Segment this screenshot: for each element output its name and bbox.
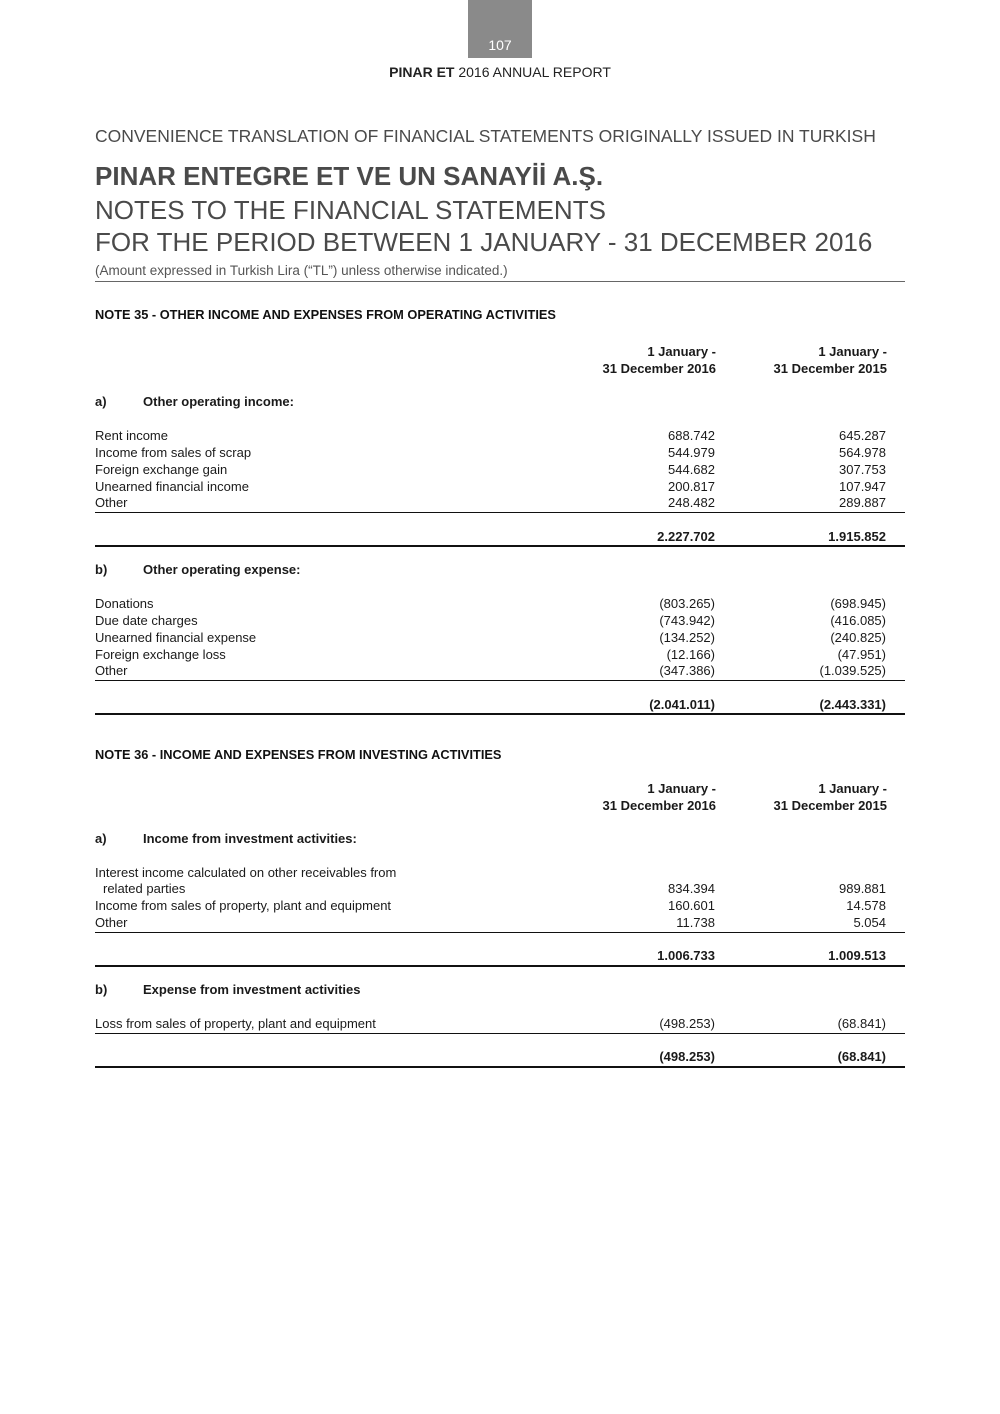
column-heading-line: 31 December 2015: [773, 361, 887, 376]
total-rule: [95, 545, 905, 547]
total-row: [95, 1048, 905, 1065]
value-2015: (47.951): [837, 647, 886, 662]
company-name: PINAR ENTEGRE ET VE UN SANAYİİ A.Ş.: [95, 161, 604, 191]
row-label: Foreign exchange gain: [95, 462, 228, 477]
value-2015: 289.887: [839, 495, 886, 510]
value-2016: (743.942): [659, 613, 715, 628]
column-heading-line: 1 January -: [647, 344, 716, 359]
section-heading: [95, 831, 357, 846]
value-2015: (416.085): [830, 613, 886, 628]
value-2016: 544.979: [668, 445, 715, 460]
value-2016: 834.394: [668, 881, 715, 896]
value-2015: (698.945): [830, 596, 886, 611]
subtotal-rule: [95, 1033, 905, 1034]
total-2015: 1.009.513: [828, 948, 886, 963]
subtotal-rule: [95, 932, 905, 933]
amount-note: (Amount expressed in Turkish Lira (“TL”) unless otherwise indicated.): [95, 263, 508, 278]
section-label: Other operating income:: [143, 394, 294, 409]
row-label-continuation: related parties: [103, 881, 186, 896]
value-2016: 160.601: [668, 898, 715, 913]
table-row: [95, 444, 905, 461]
column-heading-line: 1 January -: [818, 781, 887, 796]
page-number: 107: [488, 37, 512, 53]
total-2016: (2.041.011): [649, 697, 715, 712]
section-heading: [95, 982, 360, 997]
row-label: Other: [95, 663, 128, 678]
section-label: Other operating expense:: [143, 562, 301, 577]
section-heading: [95, 394, 294, 409]
table-row: [95, 494, 905, 511]
table-row: [95, 897, 905, 914]
note-36-title: NOTE 36 - INCOME AND EXPENSES FROM INVESTING ACTIVITIES: [95, 747, 502, 762]
value-2016: (803.265): [659, 596, 715, 611]
document-subtitle: NOTES TO THE FINANCIAL STATEMENTS: [95, 195, 606, 225]
note-35-title: NOTE 35 - OTHER INCOME AND EXPENSES FROM OPERATING ACTIVITIES: [95, 307, 556, 322]
column-heading-line: 1 January -: [647, 781, 716, 796]
section-letter: a): [95, 394, 107, 409]
report-title: 2016 ANNUAL REPORT: [458, 64, 611, 80]
value-2016: (498.253): [659, 1016, 715, 1031]
row-label: Unearned financial expense: [95, 630, 257, 645]
table-row: [95, 662, 905, 679]
value-2016: 544.682: [668, 462, 715, 477]
total-2015: (2.443.331): [819, 697, 886, 712]
row-label: Loss from sales of property, plant and equipment: [95, 1016, 376, 1031]
header-divider: [95, 281, 905, 282]
value-2016: 11.738: [676, 915, 715, 930]
total-row: [95, 528, 905, 545]
value-2016: (347.386): [659, 663, 715, 678]
table-row: [95, 595, 905, 612]
section-letter: b): [95, 982, 108, 997]
section-label: Income from investment activities:: [143, 831, 357, 846]
value-2015: 564.978: [839, 445, 886, 460]
table-row: [95, 914, 905, 931]
column-heading-line: 31 December 2016: [602, 798, 716, 813]
value-2016: 248.482: [668, 495, 715, 510]
column-heading-line: 31 December 2016: [602, 361, 716, 376]
table-row: [95, 478, 905, 495]
total-2016: 2.227.702: [657, 529, 715, 544]
table-row: [95, 461, 905, 478]
row-label: Due date charges: [95, 613, 198, 628]
page-number-tab: [468, 0, 532, 58]
row-label: Other: [95, 915, 128, 930]
table-row: [95, 880, 905, 897]
row-label: Income from sales of scrap: [95, 445, 252, 460]
convenience-translation-note: CONVENIENCE TRANSLATION OF FINANCIAL STATEMENTS ORIGINALLY ISSUED IN TURKISH: [95, 126, 876, 146]
section-letter: b): [95, 562, 108, 577]
row-label: Interest income calculated on other receivables from: [95, 865, 397, 880]
note-36-column-2016: [516, 780, 716, 814]
note-35-column-2015: [687, 343, 887, 377]
table-row: [95, 612, 905, 629]
value-2015: 107.947: [839, 479, 886, 494]
column-heading-line: 31 December 2015: [773, 798, 887, 813]
total-rule: [95, 1066, 905, 1068]
total-row: [95, 696, 905, 713]
value-2015: 307.753: [839, 462, 886, 477]
value-2016: 688.742: [668, 428, 715, 443]
table-row: [95, 629, 905, 646]
total-rule: [95, 713, 905, 715]
section-heading: [95, 562, 300, 577]
note-35-column-2016: [516, 343, 716, 377]
section-label: Expense from investment activities: [143, 982, 361, 997]
section-letter: a): [95, 831, 107, 846]
subtotal-rule: [95, 680, 905, 681]
row-label: Income from sales of property, plant and equipment: [95, 898, 392, 913]
row-label: Unearned financial income: [95, 479, 249, 494]
row-label: Other: [95, 495, 128, 510]
row-label: Rent income: [95, 428, 168, 443]
total-2015: (68.841): [837, 1049, 886, 1064]
value-2016: 200.817: [668, 479, 715, 494]
report-brand: PINAR ET: [389, 64, 455, 80]
table-row: [95, 427, 905, 444]
value-2015: (68.841): [837, 1016, 886, 1031]
row-label: Donations: [95, 596, 154, 611]
value-2015: (1.039.525): [819, 663, 886, 678]
column-heading-line: 1 January -: [818, 344, 887, 359]
value-2015: 14.578: [846, 898, 886, 913]
total-2016: 1.006.733: [657, 948, 715, 963]
value-2015: 645.287: [839, 428, 886, 443]
total-2015: 1.915.852: [828, 529, 886, 544]
total-row: [95, 947, 905, 964]
table-row: [95, 864, 905, 881]
table-row: [95, 1015, 905, 1032]
period-subtitle: FOR THE PERIOD BETWEEN 1 JANUARY - 31 DECEMBER 2016: [95, 227, 873, 257]
table-row: [95, 646, 905, 663]
value-2015: 5.054: [853, 915, 886, 930]
value-2016: (134.252): [659, 630, 715, 645]
report-header: [0, 64, 1000, 80]
subtotal-rule: [95, 512, 905, 513]
note-36-column-2015: [687, 780, 887, 814]
row-label: Foreign exchange loss: [95, 647, 226, 662]
total-rule: [95, 965, 905, 967]
value-2015: (240.825): [830, 630, 886, 645]
total-2016: (498.253): [659, 1049, 715, 1064]
value-2015: 989.881: [839, 881, 886, 896]
value-2016: (12.166): [666, 647, 715, 662]
